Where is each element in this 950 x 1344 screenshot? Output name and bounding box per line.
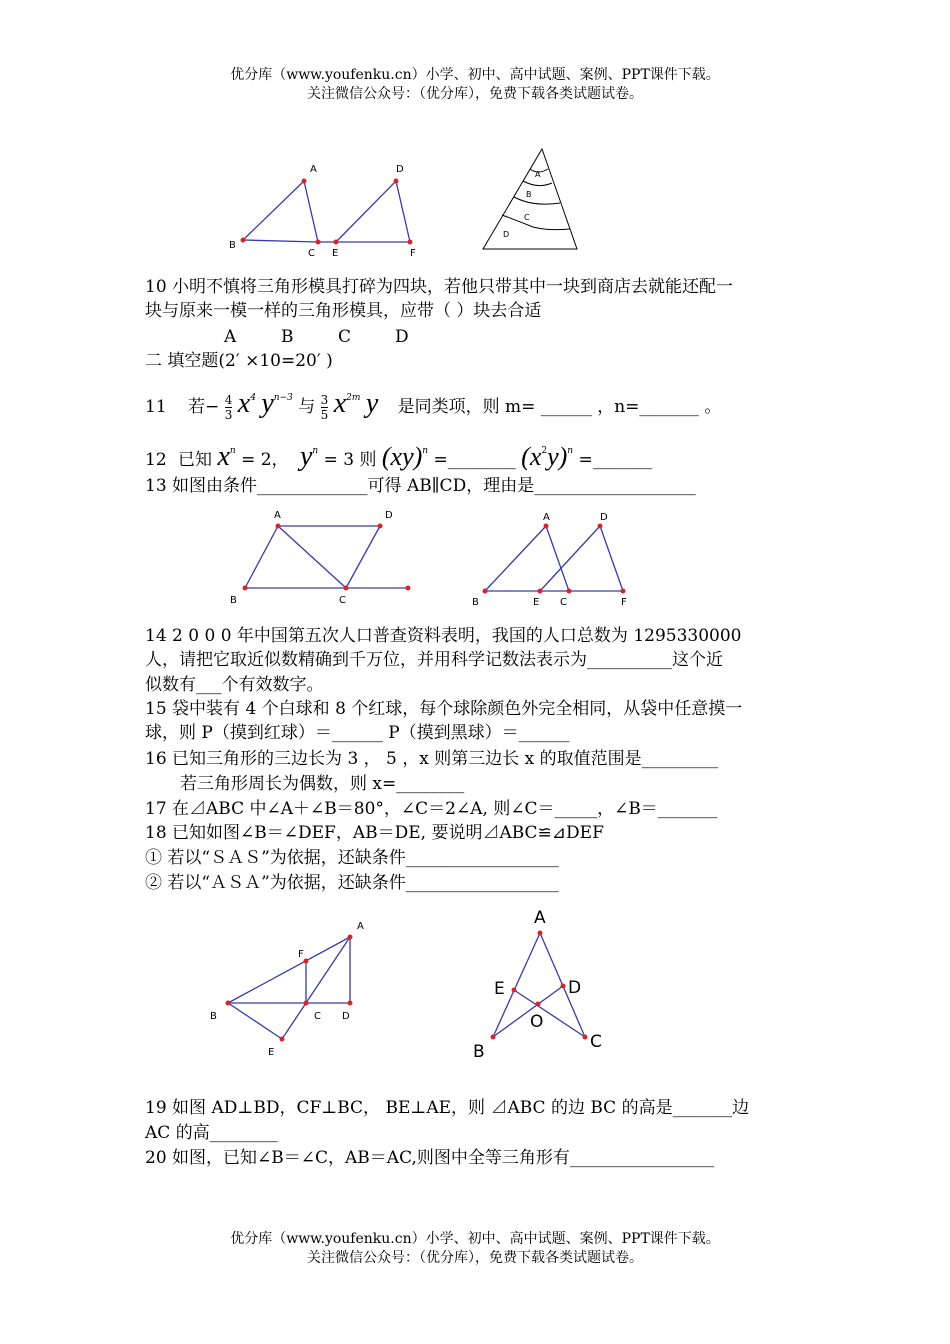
figure-q10-triangles (220, 158, 430, 263)
label-F: F (410, 248, 416, 259)
piece-A: A (535, 170, 541, 179)
label-E: E (332, 248, 339, 259)
label-D: D (568, 978, 582, 998)
q18-sub-2: ② 若以“ＡＳＡ”为依据，还缺条件__________________ (145, 873, 559, 893)
q19-line-2: AC 的高________ (145, 1123, 278, 1143)
q16-line-2: 若三角形周长为偶数，则 x=________ (180, 774, 465, 794)
q12-x: x (217, 441, 230, 472)
q11-exp-3: 2m (346, 393, 361, 403)
q10-option-a: A (224, 327, 237, 347)
q11-x-2: x (333, 388, 347, 419)
q12-blank-1: =________ (433, 450, 516, 470)
label-C: C (590, 1032, 602, 1052)
q11-x: x (237, 388, 251, 419)
label-E: E (268, 1047, 275, 1058)
q16-line-1: 16 已知三角形的三边长为 3 ， 5 ，x 则第三边长 x 的取值范围是_________ (145, 749, 719, 769)
label-D: D (396, 164, 404, 175)
label-C: C (560, 597, 567, 608)
label-B: B (472, 597, 479, 608)
label-D: D (342, 1011, 350, 1022)
q12-exp-n-3: n (422, 446, 429, 456)
q12-expr-1: (xy) (381, 442, 423, 471)
label-A: A (543, 512, 550, 523)
header-line-2: 关注微信公众号：（优分库），免费下载各类试题试卷。 (307, 86, 643, 102)
q11-pre: 若− (188, 397, 220, 417)
figure-q13-parallelogram (225, 505, 425, 605)
figure-q20 (465, 900, 615, 1065)
figure-q10-broken-triangle (478, 145, 582, 255)
q12-expr-2-open: (x (521, 442, 542, 471)
q19-line-1: 19 如图 AD⊥BD，CF⊥BC， BE⊥AE，则 ⊿ABC 的边 BC 的高是_______边 (145, 1098, 750, 1118)
q15-line-1: 15 袋中装有 4 个白球和 8 个红球，每个球除颜色外完全相同，从袋中任意摸一 (145, 699, 743, 719)
q12-eq2: = 3 则 (323, 450, 377, 470)
q12-exp-n-2: n (312, 446, 319, 456)
q12-eq1: = 2， (241, 450, 289, 470)
q10-option-c: C (338, 327, 352, 347)
q11-exp-2: n−3 (273, 393, 293, 403)
label-F: F (298, 949, 304, 960)
q15-line-2: 球，则 P（摸到红球）＝______ P（摸到黑球）＝______ (145, 723, 570, 743)
label-C: C (339, 595, 346, 605)
piece-D: D (503, 230, 510, 239)
q11-mid: 与 (298, 397, 316, 417)
q13-text: 13 如图由条件_____________可得 AB∥CD，理由是___________________ (145, 476, 696, 496)
q11-number: 11 (145, 397, 167, 417)
q10-option-d: D (395, 327, 409, 347)
q12 (145, 431, 652, 471)
q11 (145, 378, 722, 422)
q12-number: 12 (145, 450, 167, 470)
section-title: 二 填空题(2′ ×10=20′ ) (145, 351, 333, 371)
label-C: C (314, 1011, 321, 1022)
q14-line-3: 似数有___个有效数字。 (145, 675, 324, 695)
label-O: O (530, 1012, 544, 1032)
q12-expr-2-close: y) (547, 442, 568, 471)
label-B: B (473, 1042, 485, 1062)
label-F: F (621, 597, 627, 608)
piece-C: C (524, 213, 530, 222)
label-D: D (385, 510, 393, 521)
label-E: E (533, 597, 540, 608)
q11-post: 是同类项，则 m= ______ ，n=_______ 。 (397, 397, 722, 417)
q11-f2-den: 5 (320, 408, 329, 422)
header-line-1: 优分库（www.youfenku.cn）小学、初中、高中试题、案例、PPT课件下载。 (230, 67, 720, 83)
q11-fraction-1 (225, 393, 233, 422)
q11-fraction-2 (321, 393, 329, 422)
q12-y: y (299, 441, 313, 472)
q18-sub-1: ① 若以“ＳＡＳ”为依据，还缺条件__________________ (145, 848, 559, 868)
q10-line-1: 10 小明不慎将三角形模具打碎为四块，若他只带其中一块到商店去就能还配一 (145, 277, 734, 297)
q11-y-2: y (365, 388, 379, 419)
q11-exp-1: 4 (250, 393, 256, 403)
q12-exp-n-1: n (229, 446, 236, 456)
q12-expr-2-square: 2 (541, 446, 548, 456)
label-C: C (308, 248, 315, 259)
figure-q19 (200, 915, 375, 1060)
label-B: B (210, 1011, 217, 1022)
q10-options (224, 326, 409, 348)
q14-line-1: 14 2 0 0 0 年中国第五次人口普查资料表明，我国的人口总数为 1295330000 (145, 626, 742, 646)
piece-B: B (526, 190, 532, 199)
q10-line-2: 块与原来一模一样的三角形模具，应带（ ）块去合适 (145, 301, 542, 321)
q11-f2-num: 3 (320, 393, 329, 407)
q12-exp-n-4: n (567, 446, 574, 456)
label-B: B (230, 595, 237, 605)
footer-line-1: 优分库（www.youfenku.cn）小学、初中、高中试题、案例、PPT课件下载。 (230, 1231, 720, 1247)
q11-f1-den: 3 (224, 408, 233, 422)
q11-f1-num: 4 (224, 393, 233, 407)
label-A: A (274, 510, 281, 521)
q12-pre: 已知 (178, 450, 213, 470)
label-E: E (494, 979, 505, 999)
label-A: A (357, 921, 364, 932)
q17-text: 17 在⊿ABC 中∠A＋∠B＝80°，∠C＝2∠A, 则∠C＝_____，∠B＝_______ (145, 799, 718, 819)
q11-y: y (261, 388, 274, 419)
q20-text: 20 如图，已知∠B＝∠C，AB＝AC,则图中全等三角形有_________________ (145, 1148, 715, 1168)
label-A: A (310, 164, 317, 175)
q18-text: 18 已知如图∠B＝∠DEF，AB＝DE, 要说明⊿ABC≌⊿DEF (145, 823, 604, 843)
q10-option-b: B (281, 327, 294, 347)
footer-line-2: 关注微信公众号：（优分库），免费下载各类试题试卷。 (307, 1250, 643, 1266)
label-A: A (534, 908, 546, 928)
q12-blank-2: =_______ (578, 450, 653, 470)
figure-q13-overlapping-triangles (466, 505, 636, 610)
label-D: D (600, 512, 608, 523)
label-B: B (229, 240, 236, 251)
q14-line-2: 人，请把它取近似数精确到千万位，并用科学记数法表示为__________这个近 (145, 650, 723, 670)
